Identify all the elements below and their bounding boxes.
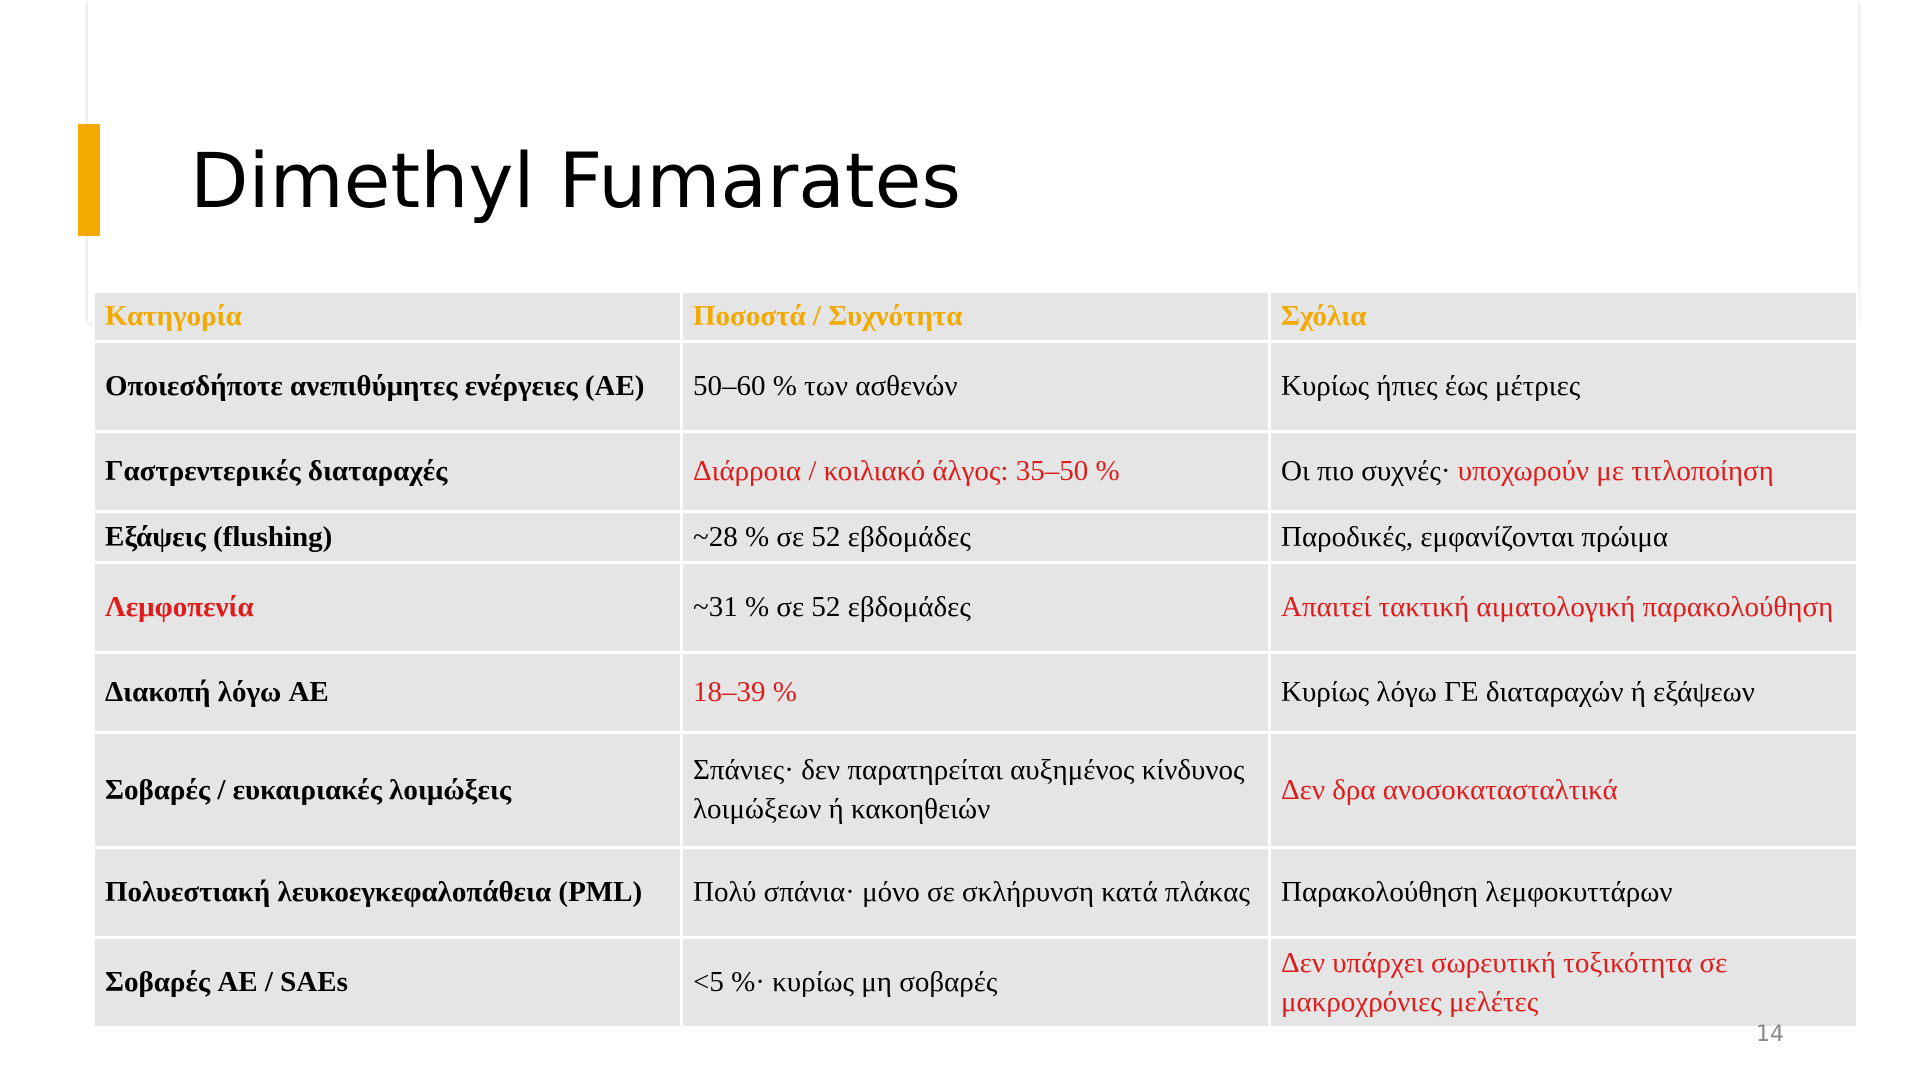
comment-cell: [1270, 563, 1858, 653]
category-cell: Οποιεσδήποτε ανεπιθύμητες ενέργειες (AE): [94, 342, 682, 432]
header-frequency: Ποσοστά / Συχνότητα: [682, 292, 1270, 342]
comment-text: Παροδικές, εμφανίζονται πρώιμα: [1281, 520, 1669, 553]
frequency-cell: ~31 % σε 52 εβδομάδες: [682, 563, 1270, 653]
category-cell: Εξάψεις (flushing): [94, 512, 682, 563]
comment-highlight: Απαιτεί τακτική αιματολογική παρακολούθηση: [1281, 591, 1834, 623]
comment-cell: [1270, 512, 1858, 563]
slide-title: Dimethyl Fumarates: [190, 136, 961, 225]
comment-cell: [1270, 432, 1858, 512]
comment-text: Κυρίως λόγω ΓΕ διαταραχών ή εξάψεων: [1281, 676, 1755, 708]
category-cell: Λεμφοπενία: [94, 563, 682, 653]
table-row: [94, 848, 1858, 938]
frequency-cell: 50–60 % των ασθενών: [682, 342, 1270, 432]
comment-cell: [1270, 653, 1858, 733]
table-row: [94, 733, 1858, 848]
comment-cell: [1270, 848, 1858, 938]
comment-highlight: υποχωρούν με τιτλοποίηση: [1457, 455, 1774, 487]
title-accent-bar: [78, 124, 100, 236]
comment-text: Παρακολούθηση λεμφοκυττάρων: [1281, 876, 1673, 908]
table-header-row: [94, 292, 1858, 342]
table-row: [94, 938, 1858, 1028]
comment-text: Οι πιο συχνές·: [1281, 455, 1458, 487]
frequency-cell: Πολύ σπάνια· μόνο σε σκλήρυνση κατά πλάκας: [682, 848, 1270, 938]
table-row: [94, 563, 1858, 653]
header-comments: Σχόλια: [1270, 292, 1858, 342]
frequency-cell: Διάρροια / κοιλιακό άλγος: 35–50 %: [682, 432, 1270, 512]
category-cell: Σοβαρές / ευκαιριακές λοιμώξεις: [94, 733, 682, 848]
frequency-cell: Σπάνιες· δεν παρατηρείται αυξημένος κίνδυνος λοιμώξεων ή κακοηθειών: [682, 733, 1270, 848]
adverse-events-table: [92, 290, 1859, 1029]
frequency-cell: ~28 % σε 52 εβδομάδες: [682, 512, 1270, 563]
category-cell: Σοβαρές AE / SAEs: [94, 938, 682, 1028]
category-cell: Πολυεστιακή λευκοεγκεφαλοπάθεια (PML): [94, 848, 682, 938]
table-row: [94, 342, 1858, 432]
comment-cell: [1270, 733, 1858, 848]
comment-cell: [1270, 938, 1858, 1028]
frequency-cell: 18–39 %: [682, 653, 1270, 733]
table-row: [94, 432, 1858, 512]
category-cell: Γαστρεντερικές διαταραχές: [94, 432, 682, 512]
table-row: [94, 512, 1858, 563]
page-number: 14: [1756, 1022, 1784, 1047]
table-row: [94, 653, 1858, 733]
comment-highlight: Δεν δρα ανοσοκατασταλτικά: [1281, 773, 1618, 806]
category-cell: Διακοπή λόγω AE: [94, 653, 682, 733]
comment-text: Κυρίως ήπιες έως μέτριες: [1281, 370, 1581, 402]
comment-cell: [1270, 342, 1858, 432]
comment-highlight: Δεν υπάρχει σωρευτική τοξικότητα σε μακροχρόνιες μελέτες: [1281, 946, 1728, 1018]
header-category: Κατηγορία: [94, 292, 682, 342]
frequency-cell: <5 %· κυρίως μη σοβαρές: [682, 938, 1270, 1028]
